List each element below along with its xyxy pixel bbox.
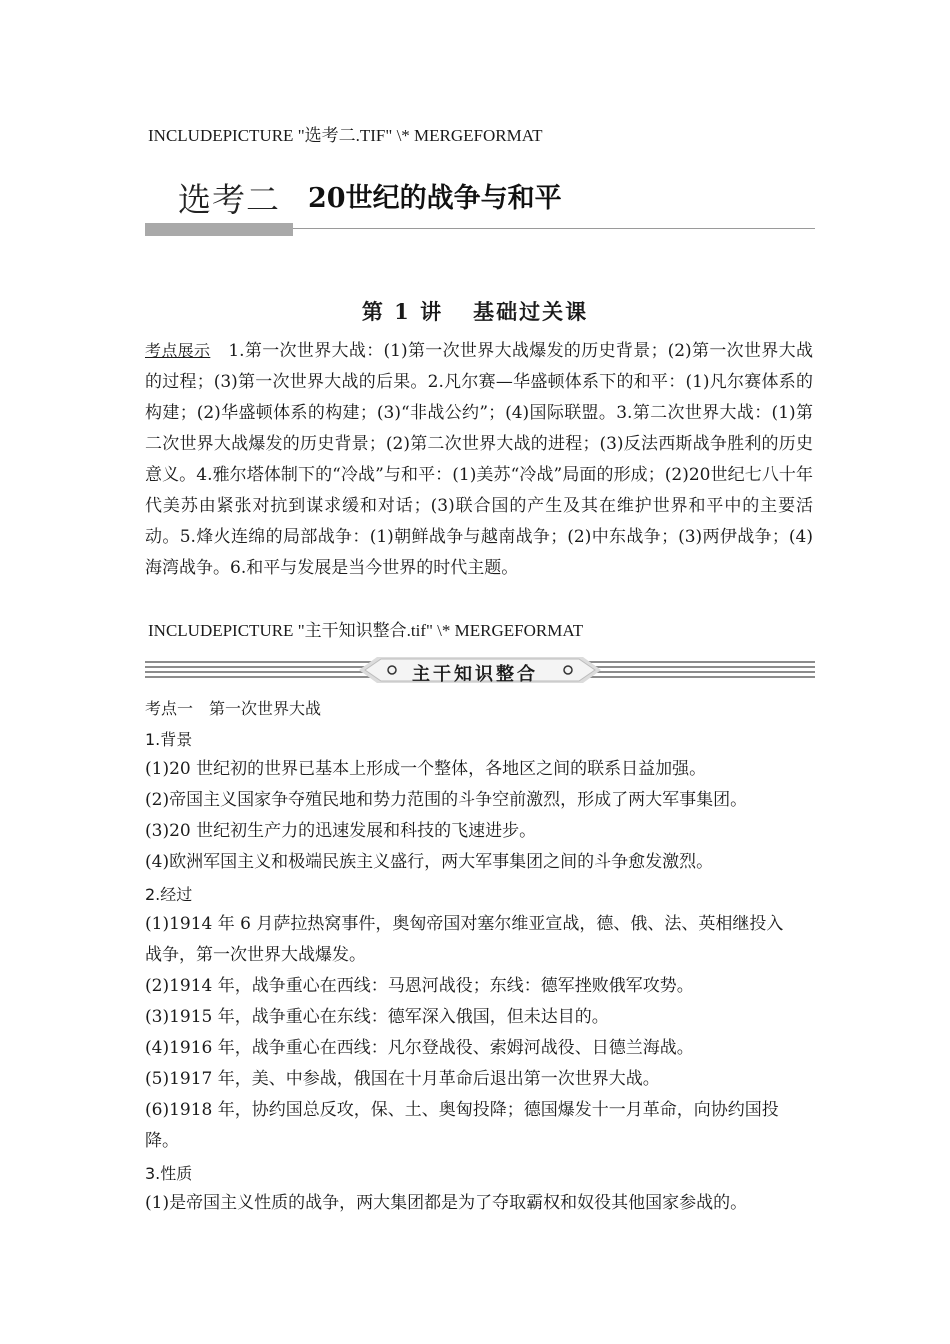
section-heading: 考点一 第一次世界大战 (145, 699, 322, 718)
background-item: (4)欧洲军国主义和极端民族主义盛行，两大军事集团之间的斗争愈发激烈。 (145, 852, 714, 872)
nature-item: (1)是帝国主义性质的战争，两大集团都是为了夺取霸权和奴役其他国家参战的。 (145, 1193, 748, 1213)
course-item: 战争，第一次世界大战爆发。 (145, 945, 366, 965)
course-item: (1)1914 年 6 月萨拉热窝事件，奥匈帝国对塞尔维亚宣战，德、俄、法、英相继投入 (145, 914, 784, 934)
background-item: (3)20 世纪初生产力的迅速发展和科技的飞速进步。 (145, 821, 537, 841)
course-item: (3)1915 年，战争重心在东线：德军深入俄国，但未达目的。 (145, 1007, 609, 1027)
chapter-title: 20世纪的战争与和平 (308, 183, 562, 214)
course-item: (5)1917 年，美、中参战，俄国在十月革命后退出第一次世界大战。 (145, 1069, 660, 1089)
lecture-title (0, 296, 950, 326)
exam-points-paragraph (145, 335, 813, 584)
exam-points-label: 考点展示 (145, 341, 211, 360)
course-item: (4)1916 年，战争重心在西线：凡尔登战役、索姆河战役、日德兰海战。 (145, 1038, 694, 1058)
background-heading: 1.背景 (145, 730, 193, 749)
course-heading: 2.经过 (145, 885, 193, 904)
field-code-chapter-picture: INCLUDEPICTURE "选考二.TIF" \* MERGEFORMAT (148, 126, 543, 145)
course-item: (6)1918 年，协约国总反攻，保、土、奥匈投降；德国爆发十一月革命，向协约国投 (145, 1100, 779, 1120)
course-item: 降。 (145, 1131, 179, 1151)
background-item: (2)帝国主义国家争夺殖民地和势力范围的斗争空前激烈，形成了两大军事集团。 (145, 790, 748, 810)
field-code-banner-picture: INCLUDEPICTURE "主干知识整合.tif" \* MERGEFORMAT (148, 621, 584, 640)
nature-heading: 3.性质 (145, 1164, 193, 1183)
lecture-number: 第 1 讲 (361, 299, 444, 324)
background-item: (1)20 世纪初的世界已基本上形成一个整体，各地区之间的联系日益加强。 (145, 759, 707, 779)
exam-points-text: 1.第一次世界大战：(1)第一次世界大战爆发的历史背景；(2)第一次世界大战的过程；(3)第一次世界大战的后果。2.凡尔赛—华盛顿体系下的和平：(1)凡尔赛体系的构建；(2)华盛顿体系的构建；(3)“非战公约”；(4)国际联盟。3.第二次世界大战：(1)第二次世界大战爆发的历史背景；(2)第二次世界大战的进程；(3)反法西斯战争胜利的历史意义。4.雅尔塔体制下的“冷战”与和平：(1)美苏“冷战”局面的形成；(2)20世纪七八十年代美苏由紧张对抗到谋求缓和对话；(3)联合国的产生及其在维护世界和平中的主要活动。5.烽火连绵的局部战争：(1)朝鲜战争与越南战争；(2)中东战争；(3)两伊战争；(4)海湾战争。6.和平与发展是当今世界的时代主题。 (145, 341, 813, 578)
section-banner-text: 主干知识整合 (412, 664, 538, 685)
chapter-label: 选考二 (178, 180, 280, 219)
lecture-name: 基础过关课 (473, 299, 589, 324)
chapter-underline-accent (145, 223, 293, 236)
course-item: (2)1914 年，战争重心在西线：马恩河战役；东线：德军挫败俄军攻势。 (145, 976, 694, 996)
